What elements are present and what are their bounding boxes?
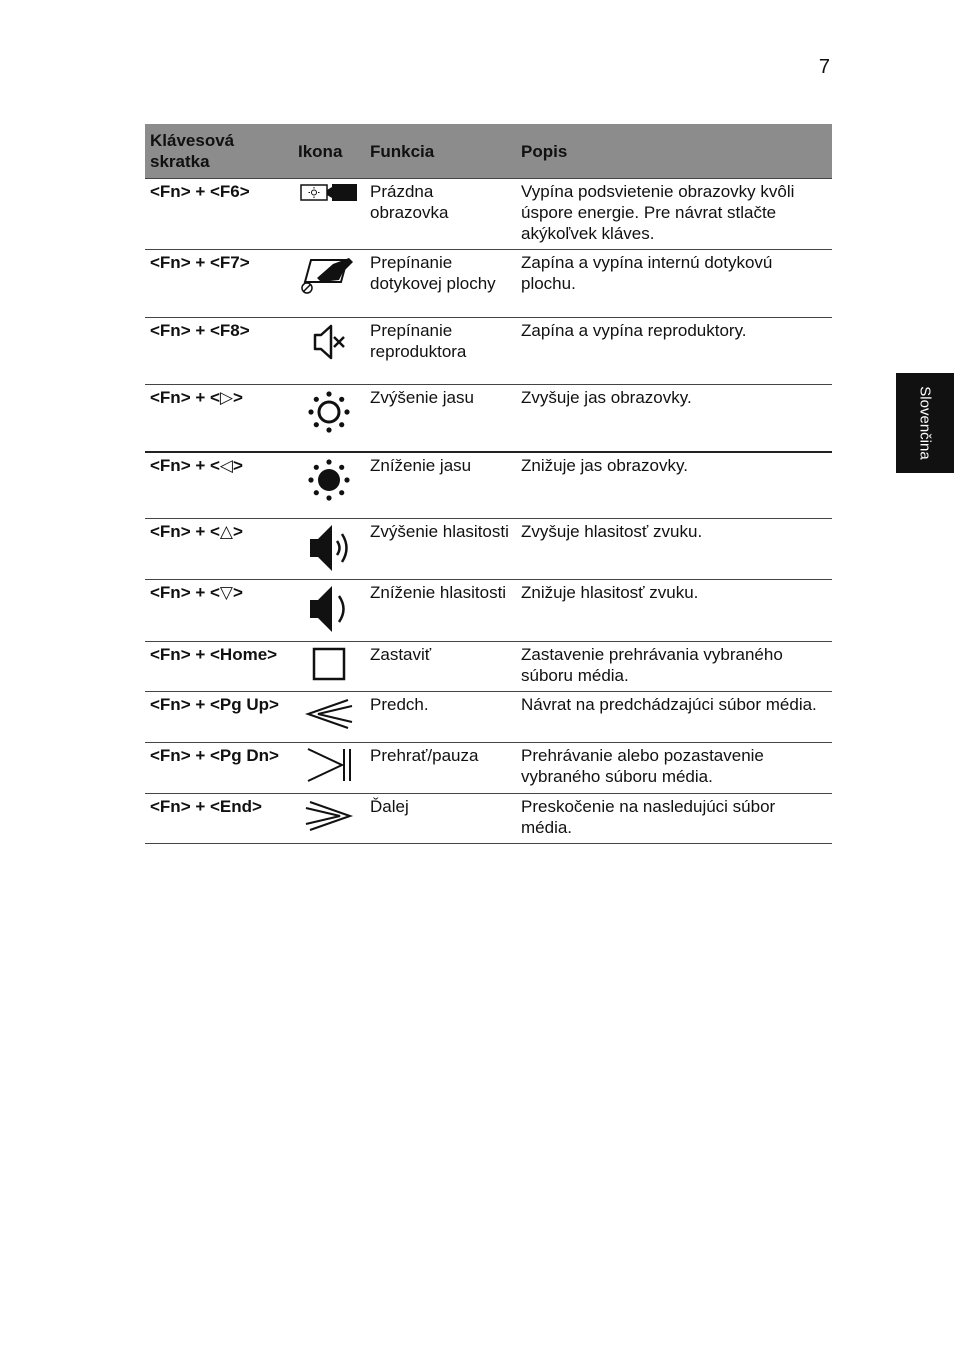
description-cell: Zapína a vypína reproduktory. xyxy=(516,318,832,385)
table-row xyxy=(145,385,832,452)
description-cell: Vypína podsvietenie obrazovky kvôli úspore energie. Pre návrat stlačte akýkoľvek kláves. xyxy=(516,179,832,250)
icon-cell xyxy=(293,318,365,385)
icon-cell xyxy=(293,794,365,844)
shortcut-cell: <Fn> + <▷> xyxy=(145,385,293,452)
icon-cell xyxy=(293,385,365,452)
table-row xyxy=(145,642,832,692)
volume-up-icon xyxy=(304,521,354,575)
function-cell: Predch. xyxy=(365,692,516,743)
previous-icon xyxy=(302,694,356,734)
next-icon xyxy=(302,796,356,836)
play-pause-icon xyxy=(302,745,356,785)
page-number: 7 xyxy=(818,56,830,78)
shortcut-cell: <Fn> + <◁> xyxy=(145,452,293,519)
language-side-tab xyxy=(896,373,954,473)
speaker-mute-icon xyxy=(307,320,351,364)
function-cell: Zvýšenie hlasitosti xyxy=(365,519,516,580)
icon-cell xyxy=(293,692,365,743)
icon-cell xyxy=(293,580,365,642)
table-row xyxy=(145,179,832,250)
brightness-up-icon xyxy=(304,387,354,437)
header-function: Funkcia xyxy=(365,124,516,179)
description-cell: Zapína a vypína internú dotykovú plochu. xyxy=(516,250,832,318)
header-description: Popis xyxy=(516,124,832,179)
display-off-icon xyxy=(299,181,359,203)
description-cell: Znižuje jas obrazovky. xyxy=(516,452,832,519)
function-cell: Prázdna obrazovka xyxy=(365,179,516,250)
table-row xyxy=(145,794,832,844)
brightness-down-icon xyxy=(304,455,354,505)
description-cell: Preskočenie na nasledujúci súbor média. xyxy=(516,794,832,844)
shortcut-cell: <Fn> + <Home> xyxy=(145,642,293,692)
shortcut-cell: <Fn> + <Pg Dn> xyxy=(145,743,293,794)
icon-cell xyxy=(293,179,365,250)
description-cell: Zvyšuje jas obrazovky. xyxy=(516,385,832,452)
shortcut-cell: <Fn> + <△> xyxy=(145,519,293,580)
volume-down-icon xyxy=(304,582,354,636)
table-row xyxy=(145,692,832,743)
shortcut-cell: <Fn> + <End> xyxy=(145,794,293,844)
description-cell: Zvyšuje hlasitosť zvuku. xyxy=(516,519,832,580)
icon-cell xyxy=(293,642,365,692)
table-row xyxy=(145,452,832,519)
function-cell: Zníženie jasu xyxy=(365,452,516,519)
table-header-row xyxy=(145,124,832,179)
table-row xyxy=(145,743,832,794)
description-cell: Zastavenie prehrávania vybraného súboru média. xyxy=(516,642,832,692)
description-cell: Návrat na predchádzajúci súbor média. xyxy=(516,692,832,743)
icon-cell xyxy=(293,743,365,794)
icon-cell xyxy=(293,519,365,580)
icon-cell xyxy=(293,250,365,318)
table-row xyxy=(145,519,832,580)
header-icon: Ikona xyxy=(293,124,365,179)
table-row xyxy=(145,580,832,642)
shortcut-cell: <Fn> + <F7> xyxy=(145,250,293,318)
header-shortcut: Klávesová skratka xyxy=(145,124,293,179)
function-cell: Zníženie hlasitosti xyxy=(365,580,516,642)
function-cell: Prehrať/pauza xyxy=(365,743,516,794)
table-row xyxy=(145,318,832,385)
shortcut-cell: <Fn> + <F6> xyxy=(145,179,293,250)
description-cell: Znižuje hlasitosť zvuku. xyxy=(516,580,832,642)
function-cell: Prepínanie dotykovej plochy xyxy=(365,250,516,318)
hotkey-table xyxy=(145,124,832,844)
side-tab-label: Slovenčina xyxy=(916,386,934,460)
shortcut-cell: <Fn> + <▽> xyxy=(145,580,293,642)
shortcut-cell: <Fn> + <F8> xyxy=(145,318,293,385)
stop-icon xyxy=(309,644,349,684)
function-cell: Ďalej xyxy=(365,794,516,844)
function-cell: Zastaviť xyxy=(365,642,516,692)
description-cell: Prehrávanie alebo pozastavenie vybraného súboru média. xyxy=(516,743,832,794)
function-cell: Zvýšenie jasu xyxy=(365,385,516,452)
function-cell: Prepínanie reproduktora xyxy=(365,318,516,385)
icon-cell xyxy=(293,452,365,519)
touchpad-toggle-icon xyxy=(299,252,359,296)
shortcut-cell: <Fn> + <Pg Up> xyxy=(145,692,293,743)
table-row xyxy=(145,250,832,318)
